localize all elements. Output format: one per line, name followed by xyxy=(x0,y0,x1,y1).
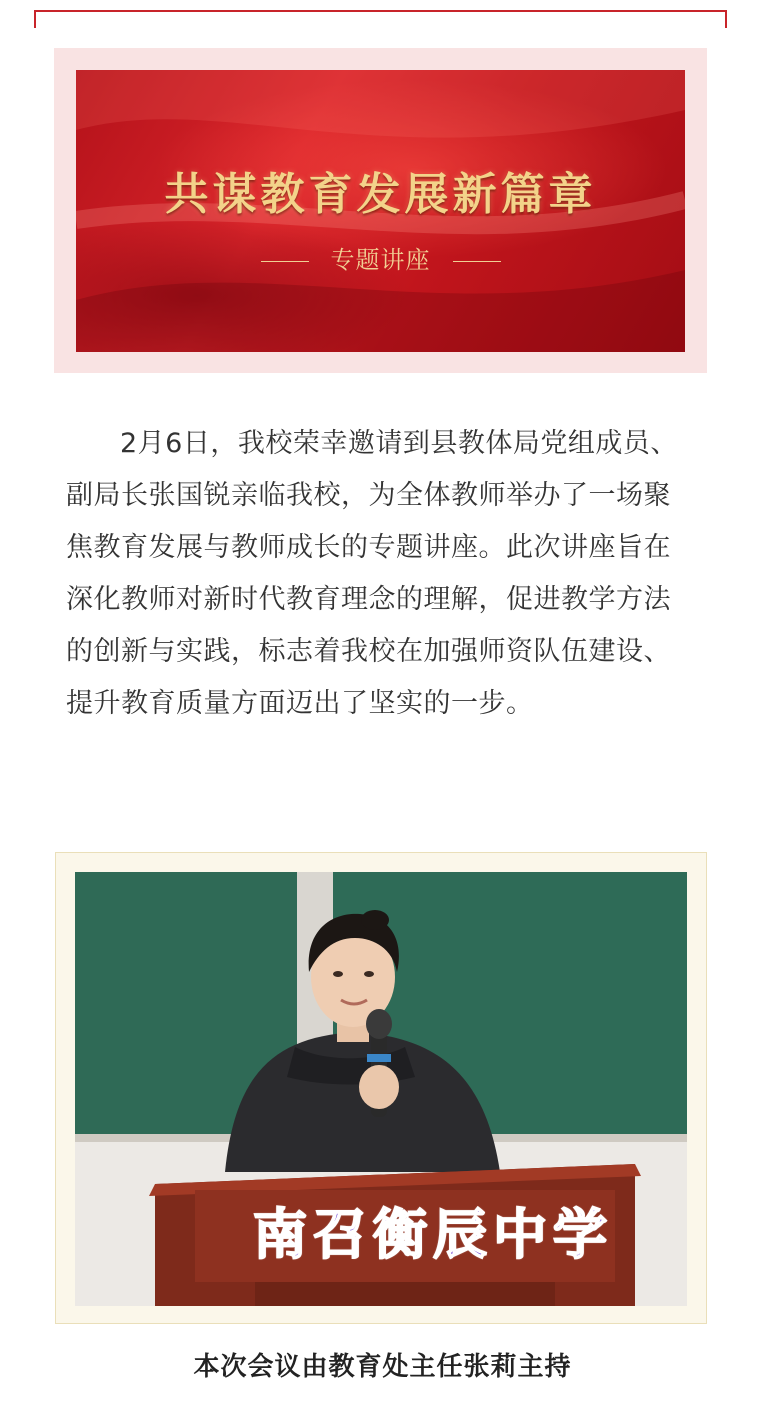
lecture-photo xyxy=(75,872,687,1306)
article-paragraph: 2月6日，我校荣幸邀请到县教体局党组成员、副局长张国锐亲临我校，为全体教师举办了一场聚焦教育发展与教师成长的专题讲座。此次讲座旨在深化教师对新时代教育理念的理解，促进教学方法的创新与实践，标志着我校在加强师资队伍建设、提升教育质量方面迈出了坚实的一步。 xyxy=(66,428,678,719)
lecture-banner xyxy=(76,70,685,352)
banner-frame xyxy=(54,48,707,373)
top-bracket-divider xyxy=(34,10,727,28)
banner-title: 共谋教育发展新篇章 xyxy=(164,169,597,220)
photo-caption: 本次会议由教育处主任张莉主持 xyxy=(193,1352,572,1382)
banner-subtitle-row xyxy=(76,240,685,275)
subtitle-left-rule xyxy=(261,261,309,262)
subtitle-right-rule xyxy=(453,261,501,262)
podium-school-name: 南召衡辰中学 xyxy=(253,1203,613,1266)
banner-subtitle: 专题讲座 xyxy=(330,246,431,274)
photo-frame xyxy=(55,852,707,1324)
